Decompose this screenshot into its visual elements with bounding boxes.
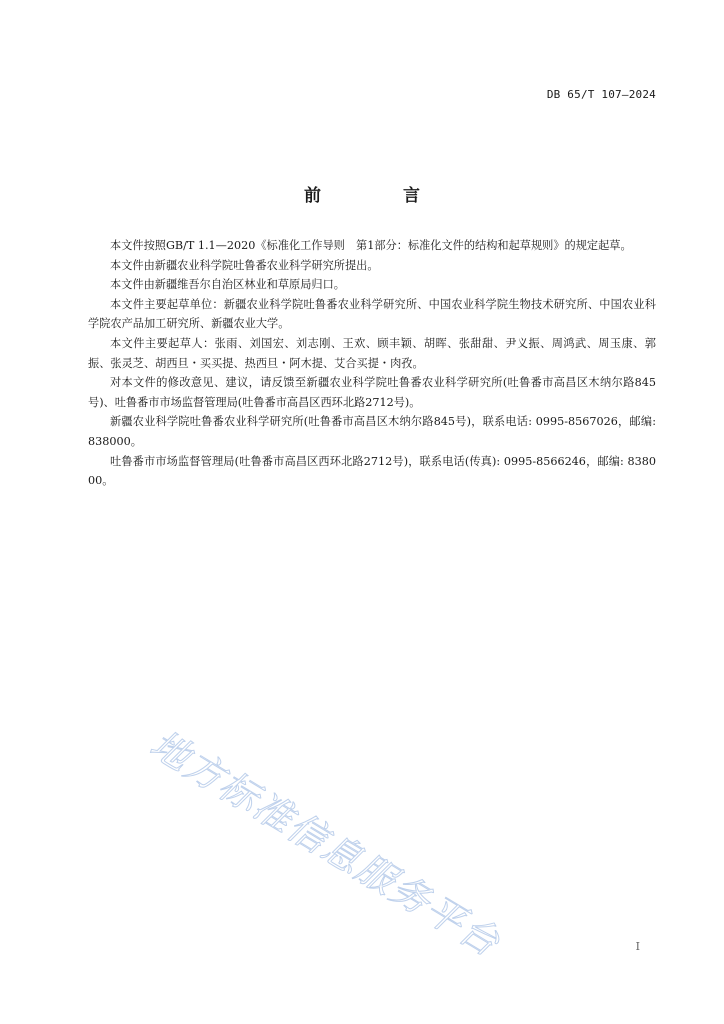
paragraph-proposer: 本文件由新疆农业科学院吐鲁番农业科学研究所提出。 (110, 258, 379, 272)
page-title: 前 言 (304, 186, 458, 206)
paragraph-contact-institute: 新疆农业科学院吐鲁番农业科学研究所(吐鲁番市高昌区木纳尔路845号)，联系电话: 0995-8567026，邮编: 838000。 (88, 415, 656, 448)
document-body (88, 236, 656, 491)
paragraph-drafters: 本文件主要起草人：张雨、刘国宏、刘志刚、王欢、顾丰颖、胡晖、张甜甜、尹义振、周鸿武、周玉康、郭振、张灵芝、胡西旦・买买提、热西旦・阿木提、艾合买提・肉孜。 (88, 336, 656, 370)
standard-code: DB 65/T 107—2024 (546, 88, 656, 101)
paragraph-drafting-units: 本文件主要起草单位：新疆农业科学院吐鲁番农业科学研究所、中国农业科学院生物技术研究所、中国农业科学院农产品加工研究所、新疆农业大学。 (88, 297, 656, 331)
paragraph-feedback: 对本文件的修改意见、建议，请反馈至新疆农业科学院吐鲁番农业科学研究所(吐鲁番市高昌区木纳尔路845号)、吐鲁番市市场监督管理局(吐鲁番市高昌区西环北路2712号)。 (88, 376, 656, 409)
watermark: 地方标准信息服务平台 (142, 721, 509, 966)
page-number: I (635, 940, 640, 953)
paragraph-administrator: 本文件由新疆维吾尔自治区林业和草原局归口。 (110, 278, 345, 292)
paragraph-contact-bureau: 吐鲁番市市场监督管理局(吐鲁番市高昌区西环北路2712号)，联系电话(传真): 0995-8566246，邮编: 838000。 (88, 454, 656, 488)
paragraph-drafting-basis: 本文件按照GB/T 1.1—2020《标准化工作导则 第1部分：标准化文件的结构和起草规则》的规定起草。 (110, 239, 632, 252)
